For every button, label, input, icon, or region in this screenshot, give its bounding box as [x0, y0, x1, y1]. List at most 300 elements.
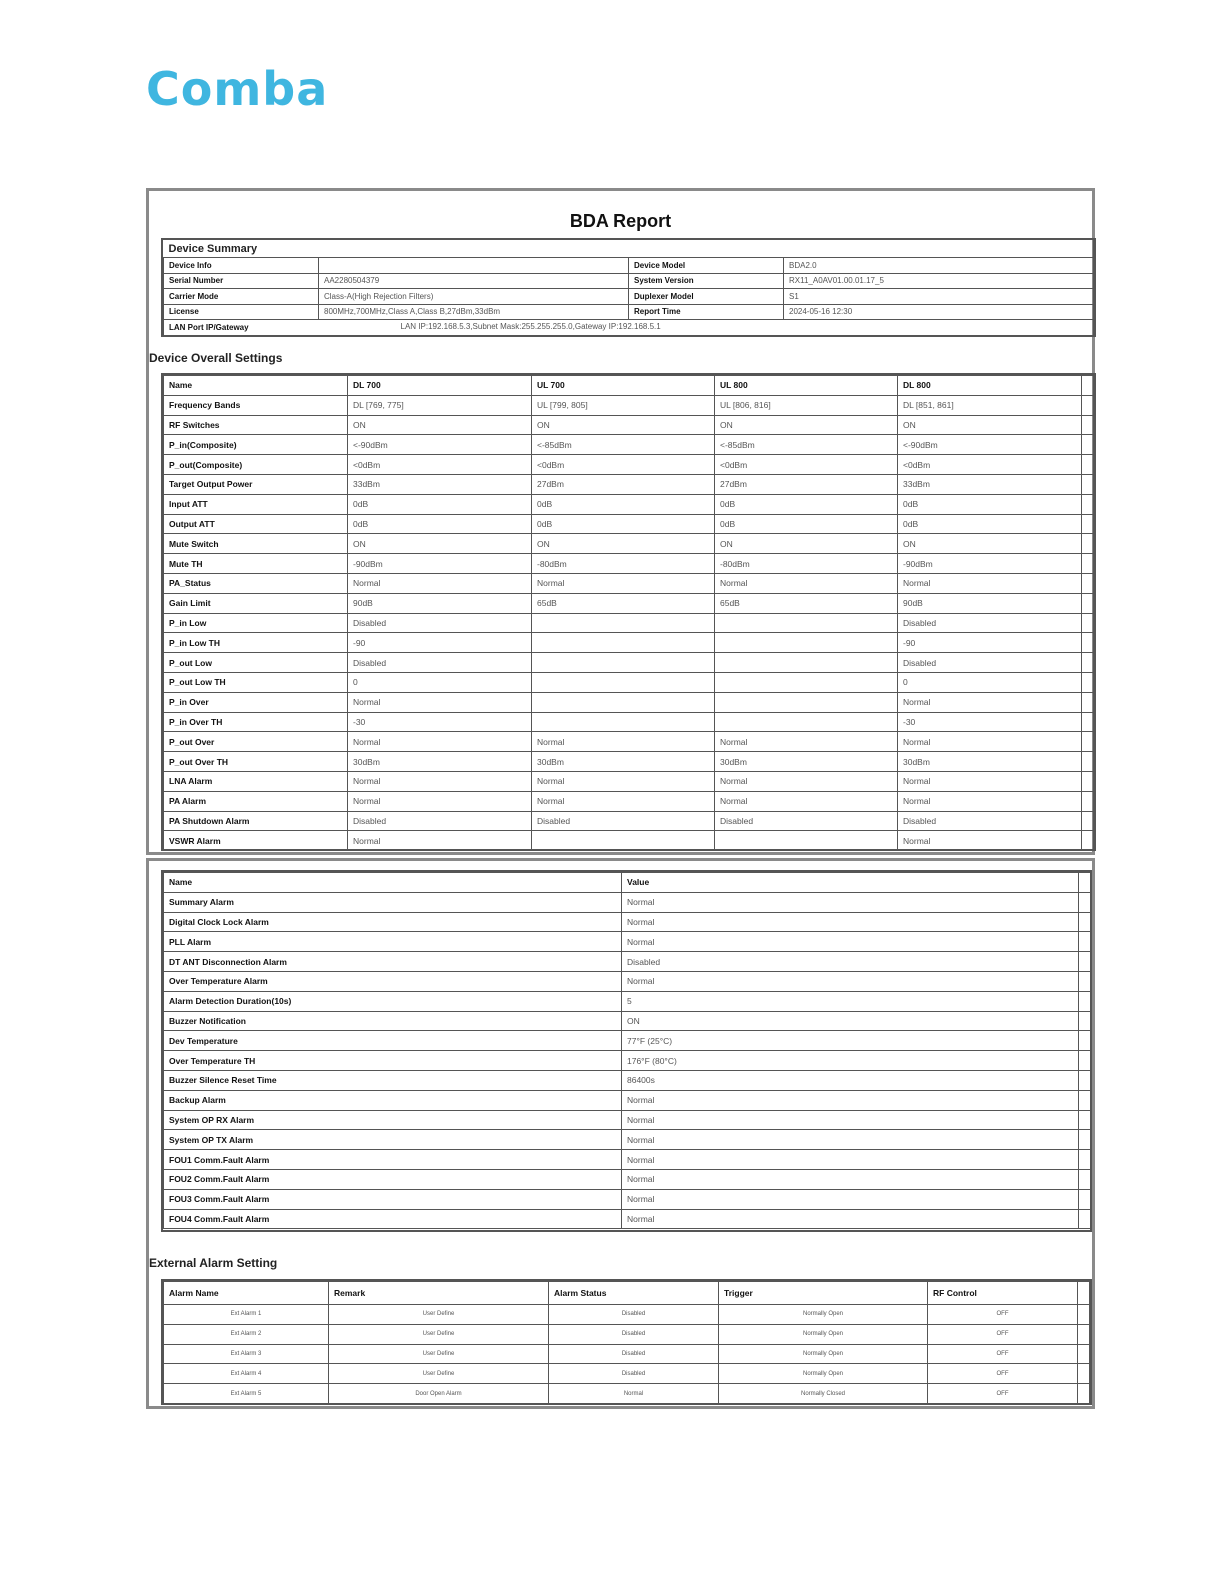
header-row — [164, 1282, 1090, 1305]
row-label: RF Switches — [164, 415, 348, 435]
row-label: Gain Limit — [164, 593, 348, 613]
cell-value: <0dBm — [898, 455, 1082, 475]
scrollbar-track[interactable] — [1082, 534, 1094, 554]
table-row — [164, 831, 1094, 851]
cell-value: <-90dBm — [898, 435, 1082, 455]
system-alarm-box — [161, 870, 1092, 1232]
scrollbar-track[interactable] — [1082, 732, 1094, 752]
scrollbar-track[interactable] — [1079, 1150, 1091, 1170]
table-row — [164, 633, 1094, 653]
column-header: Name — [164, 873, 622, 893]
scrollbar-track[interactable] — [1079, 1130, 1091, 1150]
table-row — [164, 415, 1094, 435]
table-row — [164, 791, 1094, 811]
scrollbar-track[interactable] — [1079, 971, 1091, 991]
cell-value: 5 — [622, 991, 1079, 1011]
summary-row — [164, 289, 1094, 305]
cell-value: 0dB — [715, 514, 898, 534]
cell-value: Normal — [622, 1209, 1079, 1229]
device-settings-table — [163, 375, 1094, 851]
cell-value: Normal — [532, 732, 715, 752]
row-label: FOU4 Comm.Fault Alarm — [164, 1209, 622, 1229]
table-row — [164, 494, 1094, 514]
cell-value: User Define — [329, 1324, 549, 1344]
row-label: Buzzer Silence Reset Time — [164, 1070, 622, 1090]
scrollbar-track[interactable] — [1079, 1090, 1091, 1110]
cell-value — [532, 831, 715, 851]
comba-logo: Comba — [146, 62, 329, 116]
row-label: P_in Over — [164, 692, 348, 712]
scrollbar-track[interactable] — [1079, 892, 1091, 912]
cell-value: Normal — [622, 1189, 1079, 1209]
cell-value — [532, 672, 715, 692]
cell-value: ON — [715, 415, 898, 435]
cell-value — [532, 633, 715, 653]
scrollbar-track[interactable] — [1079, 1051, 1091, 1071]
column-header: Name — [164, 376, 348, 396]
table-row — [164, 732, 1094, 752]
summary-label: Serial Number — [164, 273, 319, 289]
summary-value: RX11_A0AV01.00.01.17_5 — [784, 273, 1094, 289]
row-label: System OP RX Alarm — [164, 1110, 622, 1130]
cell-value: OFF — [928, 1364, 1078, 1384]
header-row — [164, 873, 1091, 893]
scrollbar-track[interactable] — [1082, 415, 1094, 435]
cell-value: -90dBm — [348, 554, 532, 574]
device-summary-box — [161, 238, 1096, 337]
cell-value: -90dBm — [898, 554, 1082, 574]
row-label: LNA Alarm — [164, 771, 348, 791]
scrollbar-track[interactable] — [1082, 573, 1094, 593]
summary-label: Device Model — [629, 258, 784, 274]
report-title: BDA Report — [569, 211, 672, 231]
cell-value: Normally Closed — [719, 1384, 928, 1404]
scrollbar-track[interactable] — [1082, 712, 1094, 732]
scrollbar-track[interactable] — [1082, 811, 1094, 831]
table-row — [164, 1324, 1090, 1344]
cell-value: Normally Open — [719, 1344, 928, 1364]
row-label: Ext Alarm 4 — [164, 1364, 329, 1384]
cell-value: 27dBm — [532, 474, 715, 494]
cell-value: Normal — [898, 831, 1082, 851]
table-row — [164, 971, 1091, 991]
row-label: P_out Low — [164, 653, 348, 673]
row-label: P_in(Composite) — [164, 435, 348, 455]
cell-value: Disabled — [898, 811, 1082, 831]
row-label: P_out Over — [164, 732, 348, 752]
summary-label: Device Info — [164, 258, 319, 274]
cell-value — [532, 692, 715, 712]
cell-value: Disabled — [348, 653, 532, 673]
row-label: FOU1 Comm.Fault Alarm — [164, 1150, 622, 1170]
scrollbar-track[interactable] — [1079, 991, 1091, 1011]
row-label: Mute Switch — [164, 534, 348, 554]
cell-value: 77°F (25°C) — [622, 1031, 1079, 1051]
cell-value: 0 — [898, 672, 1082, 692]
scrollbar-track[interactable] — [1079, 1209, 1091, 1229]
cell-value: -30 — [348, 712, 532, 732]
cell-value: Disabled — [715, 811, 898, 831]
table-row — [164, 712, 1094, 732]
cell-value: Normal — [715, 791, 898, 811]
cell-value: ON — [715, 534, 898, 554]
row-label: VSWR Alarm — [164, 831, 348, 851]
cell-value: Door Open Alarm — [329, 1384, 549, 1404]
scrollbar-track[interactable] — [1082, 376, 1094, 396]
row-label: PA Shutdown Alarm — [164, 811, 348, 831]
scrollbar-track[interactable] — [1082, 771, 1094, 791]
column-header: UL 700 — [532, 376, 715, 396]
device-settings-box — [161, 373, 1096, 851]
scrollbar-track[interactable] — [1079, 912, 1091, 932]
summary-label: Carrier Mode — [164, 289, 319, 305]
cell-value: 65dB — [715, 593, 898, 613]
row-label: P_in Over TH — [164, 712, 348, 732]
cell-value: <0dBm — [532, 455, 715, 475]
table-row — [164, 932, 1091, 952]
row-label: Alarm Detection Duration(10s) — [164, 991, 622, 1011]
cell-value: Normal — [898, 791, 1082, 811]
cell-value: Disabled — [532, 811, 715, 831]
table-row — [164, 653, 1094, 673]
row-label: Ext Alarm 1 — [164, 1305, 329, 1325]
scrollbar-track[interactable] — [1082, 672, 1094, 692]
scrollbar-track[interactable] — [1078, 1282, 1090, 1305]
row-label: Digital Clock Lock Alarm — [164, 912, 622, 932]
cell-value: Normal — [348, 831, 532, 851]
cell-value: User Define — [329, 1364, 549, 1384]
cell-value: Normal — [898, 771, 1082, 791]
column-header: DL 800 — [898, 376, 1082, 396]
summary-value: BDA2.0 — [784, 258, 1094, 274]
table-row — [164, 1090, 1091, 1110]
cell-value: Normal — [715, 573, 898, 593]
row-label: P_in Low — [164, 613, 348, 633]
cell-value — [715, 712, 898, 732]
table-row — [164, 573, 1094, 593]
summary-value: AA2280504379 — [319, 273, 629, 289]
cell-value: UL [799, 805] — [532, 395, 715, 415]
cell-value: Normal — [348, 771, 532, 791]
cell-value: OFF — [928, 1384, 1078, 1404]
scrollbar-track[interactable] — [1082, 633, 1094, 653]
cell-value: Normal — [622, 912, 1079, 932]
summary-value: 2024-05-16 12:30 — [784, 304, 1094, 320]
cell-value: 0dB — [348, 494, 532, 514]
cell-value: Disabled — [622, 952, 1079, 972]
table-row — [164, 395, 1094, 415]
header-row — [164, 376, 1094, 396]
scrollbar-track[interactable] — [1078, 1364, 1090, 1384]
row-label: PA_Status — [164, 573, 348, 593]
table-row — [164, 1305, 1090, 1325]
row-label: P_in Low TH — [164, 633, 348, 653]
cell-value: OFF — [928, 1305, 1078, 1325]
table-row — [164, 892, 1091, 912]
row-label: Dev Temperature — [164, 1031, 622, 1051]
row-label: P_out Over TH — [164, 752, 348, 772]
cell-value: Normal — [348, 732, 532, 752]
column-header: Value — [622, 873, 1079, 893]
cell-value: -90 — [898, 633, 1082, 653]
table-row — [164, 1150, 1091, 1170]
table-row — [164, 991, 1091, 1011]
cell-value: 65dB — [532, 593, 715, 613]
cell-value: Normal — [622, 1090, 1079, 1110]
cell-value: DL [769, 775] — [348, 395, 532, 415]
scrollbar-track[interactable] — [1082, 494, 1094, 514]
cell-value: Normally Open — [719, 1364, 928, 1384]
table-row — [164, 474, 1094, 494]
cell-value: Normal — [348, 692, 532, 712]
summary-label: License — [164, 304, 319, 320]
column-header: DL 700 — [348, 376, 532, 396]
cell-value: 0dB — [348, 514, 532, 534]
summary-value: S1 — [784, 289, 1094, 305]
table-row — [164, 692, 1094, 712]
table-row — [164, 811, 1094, 831]
scrollbar-track[interactable] — [1082, 613, 1094, 633]
cell-value: Normal — [715, 732, 898, 752]
cell-value: Normal — [622, 971, 1079, 991]
cell-value: 30dBm — [348, 752, 532, 772]
scrollbar-track[interactable] — [1078, 1344, 1090, 1364]
table-row — [164, 1051, 1091, 1071]
table-row — [164, 534, 1094, 554]
summary-value — [319, 258, 629, 274]
cell-value — [715, 831, 898, 851]
cell-value — [715, 653, 898, 673]
cell-value: UL [806, 816] — [715, 395, 898, 415]
table-row — [164, 1209, 1091, 1229]
cell-value: 33dBm — [348, 474, 532, 494]
cell-value: 0dB — [898, 494, 1082, 514]
cell-value: Normal — [622, 1150, 1079, 1170]
table-row — [164, 514, 1094, 534]
cell-value: -80dBm — [532, 554, 715, 574]
row-label: Buzzer Notification — [164, 1011, 622, 1031]
cell-value — [532, 653, 715, 673]
row-label: DT ANT Disconnection Alarm — [164, 952, 622, 972]
scrollbar-track[interactable] — [1082, 831, 1094, 851]
cell-value: OFF — [928, 1324, 1078, 1344]
cell-value: ON — [532, 415, 715, 435]
cell-value: 30dBm — [898, 752, 1082, 772]
scrollbar-track[interactable] — [1082, 791, 1094, 811]
row-label: Mute TH — [164, 554, 348, 574]
cell-value: Normal — [898, 692, 1082, 712]
scrollbar-track[interactable] — [1082, 692, 1094, 712]
row-label: PA Alarm — [164, 791, 348, 811]
scrollbar-track[interactable] — [1079, 1070, 1091, 1090]
cell-value: 0dB — [532, 494, 715, 514]
column-header: Alarm Name — [164, 1282, 329, 1305]
scrollbar-track[interactable] — [1082, 554, 1094, 574]
cell-value — [532, 712, 715, 732]
row-label: Summary Alarm — [164, 892, 622, 912]
table-row — [164, 1011, 1091, 1031]
cell-value: <0dBm — [348, 455, 532, 475]
cell-value: Disabled — [348, 613, 532, 633]
cell-value: OFF — [928, 1344, 1078, 1364]
cell-value: ON — [898, 415, 1082, 435]
cell-value: Normal — [549, 1384, 719, 1404]
cell-value: Disabled — [549, 1344, 719, 1364]
cell-value: Disabled — [549, 1305, 719, 1325]
cell-value: 27dBm — [715, 474, 898, 494]
table-row — [164, 672, 1094, 692]
lan-label: LAN Port IP/Gateway — [164, 320, 629, 336]
cell-value: <-85dBm — [532, 435, 715, 455]
table-row — [164, 593, 1094, 613]
table-row — [164, 771, 1094, 791]
scrollbar-track[interactable] — [1082, 653, 1094, 673]
cell-value: User Define — [329, 1305, 549, 1325]
scrollbar-track[interactable] — [1078, 1305, 1090, 1325]
cell-value: Disabled — [898, 653, 1082, 673]
external-alarm-table — [163, 1281, 1090, 1404]
scrollbar-track[interactable] — [1082, 514, 1094, 534]
row-label: FOU3 Comm.Fault Alarm — [164, 1189, 622, 1209]
scrollbar-track[interactable] — [1079, 1110, 1091, 1130]
scrollbar-track[interactable] — [1079, 952, 1091, 972]
external-alarm-box — [161, 1279, 1092, 1405]
device-summary-table — [163, 240, 1094, 336]
cell-value: ON — [348, 415, 532, 435]
row-label: Over Temperature TH — [164, 1051, 622, 1071]
cell-value: <-90dBm — [348, 435, 532, 455]
summary-label: Duplexer Model — [629, 289, 784, 305]
cell-value: 30dBm — [532, 752, 715, 772]
row-label: Over Temperature Alarm — [164, 971, 622, 991]
column-header: Alarm Status — [549, 1282, 719, 1305]
summary-label: System Version — [629, 273, 784, 289]
scrollbar-track[interactable] — [1079, 1169, 1091, 1189]
report-page-1 — [146, 188, 1095, 855]
cell-value: <0dBm — [715, 455, 898, 475]
scrollbar-track[interactable] — [1082, 455, 1094, 475]
report-page-2 — [146, 858, 1095, 1409]
cell-value: -80dBm — [715, 554, 898, 574]
table-row — [164, 1384, 1090, 1404]
scrollbar-track[interactable] — [1079, 1031, 1091, 1051]
cell-value — [715, 692, 898, 712]
scrollbar-track[interactable] — [1082, 752, 1094, 772]
summary-value: 800MHz,700MHz,Class A,Class B,27dBm,33dBm — [319, 304, 629, 320]
scrollbar-track[interactable] — [1078, 1384, 1090, 1404]
table-row — [164, 435, 1094, 455]
table-row — [164, 554, 1094, 574]
cell-value — [532, 613, 715, 633]
summary-label: Report Time — [629, 304, 784, 320]
table-row — [164, 912, 1091, 932]
scrollbar-track[interactable] — [1082, 474, 1094, 494]
scrollbar-track[interactable] — [1082, 435, 1094, 455]
table-row — [164, 952, 1091, 972]
table-row — [164, 455, 1094, 475]
cell-value — [715, 633, 898, 653]
row-label: Backup Alarm — [164, 1090, 622, 1110]
cell-value: 33dBm — [898, 474, 1082, 494]
cell-value: 86400s — [622, 1070, 1079, 1090]
scrollbar-track[interactable] — [1079, 1189, 1091, 1209]
table-row — [164, 1364, 1090, 1384]
cell-value: -90 — [348, 633, 532, 653]
cell-value: Normal — [622, 892, 1079, 912]
cell-value — [715, 613, 898, 633]
cell-value: Disabled — [549, 1364, 719, 1384]
row-label: Ext Alarm 3 — [164, 1344, 329, 1364]
table-row — [164, 1031, 1091, 1051]
table-row — [164, 1130, 1091, 1150]
cell-value: -30 — [898, 712, 1082, 732]
cell-value: 90dB — [898, 593, 1082, 613]
cell-value: Normal — [532, 573, 715, 593]
cell-value: User Define — [329, 1344, 549, 1364]
cell-value: Normal — [348, 573, 532, 593]
cell-value: 0dB — [898, 514, 1082, 534]
scrollbar-track[interactable] — [1082, 593, 1094, 613]
cell-value: Normal — [622, 932, 1079, 952]
cell-value: Normal — [898, 573, 1082, 593]
table-row — [164, 1110, 1091, 1130]
cell-value: Disabled — [898, 613, 1082, 633]
row-label: System OP TX Alarm — [164, 1130, 622, 1150]
summary-row — [164, 304, 1094, 320]
cell-value: Normal — [348, 791, 532, 811]
cell-value: 30dBm — [715, 752, 898, 772]
row-label: PLL Alarm — [164, 932, 622, 952]
table-row — [164, 752, 1094, 772]
scrollbar-track[interactable] — [1079, 873, 1091, 893]
cell-value: Normal — [622, 1169, 1079, 1189]
system-alarm-table — [163, 872, 1091, 1229]
scrollbar-track[interactable] — [1078, 1324, 1090, 1344]
summary-value: Class-A(High Rejection Filters) — [319, 289, 629, 305]
cell-value: ON — [898, 534, 1082, 554]
scrollbar-track[interactable] — [1079, 932, 1091, 952]
cell-value: Normally Open — [719, 1324, 928, 1344]
row-label: Frequency Bands — [164, 395, 348, 415]
cell-value: ON — [622, 1011, 1079, 1031]
cell-value: ON — [532, 534, 715, 554]
scrollbar-track[interactable] — [1079, 1011, 1091, 1031]
column-header: UL 800 — [715, 376, 898, 396]
row-label: FOU2 Comm.Fault Alarm — [164, 1169, 622, 1189]
row-label: Ext Alarm 2 — [164, 1324, 329, 1344]
cell-value: Normal — [532, 771, 715, 791]
cell-value: Normal — [898, 732, 1082, 752]
row-label: Target Output Power — [164, 474, 348, 494]
column-header: RF Control — [928, 1282, 1078, 1305]
row-label: Output ATT — [164, 514, 348, 534]
row-label: Ext Alarm 5 — [164, 1384, 329, 1404]
cell-value: 176°F (80°C) — [622, 1051, 1079, 1071]
cell-value: 0dB — [715, 494, 898, 514]
table-row — [164, 1189, 1091, 1209]
row-label: Input ATT — [164, 494, 348, 514]
summary-row — [164, 273, 1094, 289]
cell-value: Disabled — [549, 1324, 719, 1344]
table-row — [164, 1070, 1091, 1090]
cell-value: Normal — [622, 1130, 1079, 1150]
table-row — [164, 1169, 1091, 1189]
cell-value: DL [851, 861] — [898, 395, 1082, 415]
column-header: Trigger — [719, 1282, 928, 1305]
cell-value: ON — [348, 534, 532, 554]
scrollbar-track[interactable] — [1082, 395, 1094, 415]
lan-value: LAN IP:192.168.5.3,Subnet Mask:255.255.255.0,Gateway IP:192.168.5.1 — [629, 320, 1094, 336]
